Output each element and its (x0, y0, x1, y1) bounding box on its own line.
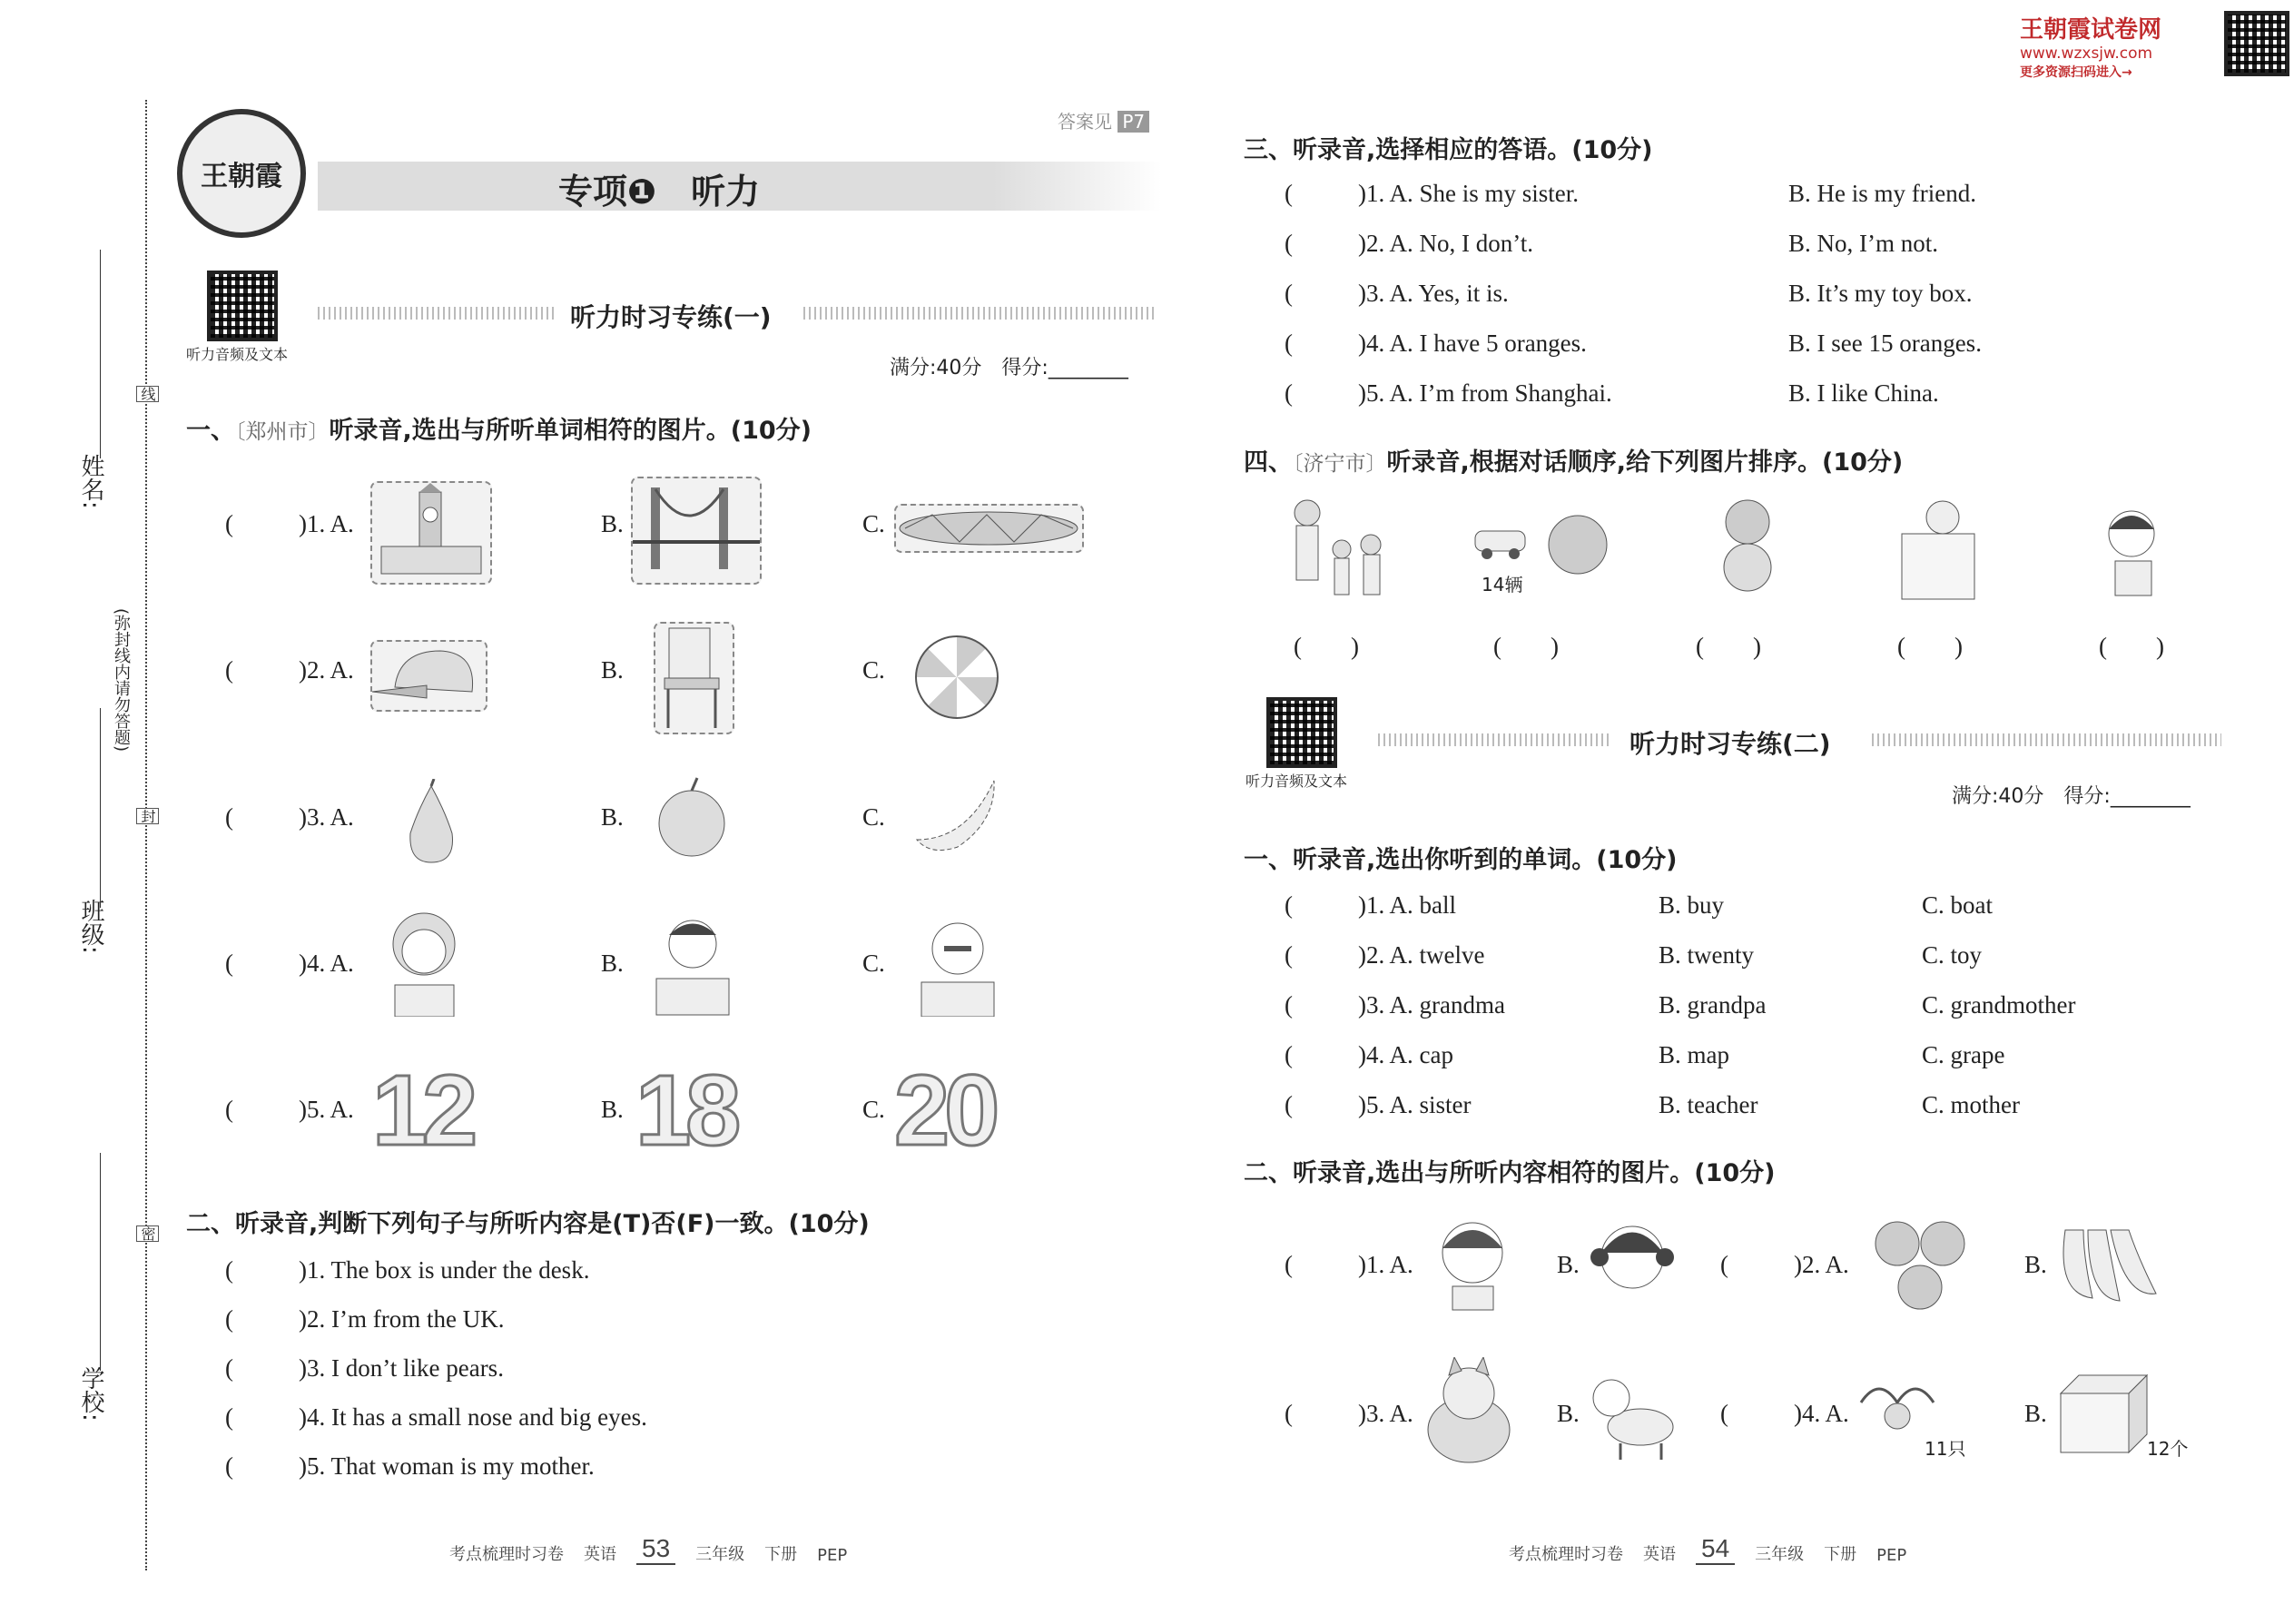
boy-face-picture[interactable] (1430, 1212, 1516, 1312)
apple-picture[interactable] (654, 776, 731, 858)
s1-q4-label: )4. A. (299, 950, 354, 977)
fat-cat-picture[interactable] (1414, 1357, 1523, 1466)
s3-item-1-a: )1. A. She is my sister. (1358, 180, 1580, 207)
footer-edition: PEP (1876, 1546, 1907, 1565)
s3-item-3-a: )3. A. Yes, it is. (1358, 280, 1509, 307)
s2-item-5-text: )5. That woman is my mother. (299, 1452, 595, 1480)
qr-caption-2: 听力音频及文本 (1245, 773, 1348, 790)
footer-volume: 下册 (1824, 1545, 1857, 1564)
box-picture[interactable] (2052, 1371, 2151, 1457)
audio-qr-code-2[interactable] (1266, 697, 1337, 768)
answer-ref-page: P7 (1117, 111, 1149, 133)
logo-badge (177, 109, 306, 238)
s1-q3: ( )3. A. (225, 803, 354, 831)
p1-item-4: ( )4. A. cap (1285, 1041, 1453, 1068)
s2-item-2-text: )2. I’m from the UK. (299, 1305, 505, 1333)
box-count-label: 12个 (2147, 1438, 2189, 1460)
birds-nest-stadium-picture[interactable] (894, 504, 1084, 553)
ball-picture[interactable] (915, 635, 999, 719)
s2-item-2: ( )2. I’m from the UK. (225, 1305, 505, 1333)
p2-q2-b: B. (2024, 1251, 2047, 1278)
big-ben-picture[interactable] (370, 481, 492, 585)
page-title: 专项❶ 听力 (558, 172, 761, 212)
s2-item-1: ( )1. The box is under the desk. (225, 1256, 590, 1284)
birds-picture[interactable] (1852, 1366, 1943, 1443)
logo-text: 王朝霞 (201, 162, 282, 192)
s3-item-1: ( )1. A. She is my sister. (1285, 180, 1580, 207)
audio-qr-code-1[interactable] (207, 271, 278, 341)
golden-gate-bridge-picture[interactable] (631, 477, 762, 585)
s3-item-2-a: )2. A. No, I don’t. (1358, 230, 1533, 257)
p1-item-2-a: )2. A. twelve (1358, 941, 1485, 969)
s3-item-3-b: B. It’s my toy box. (1788, 280, 1973, 307)
s2-item-3: ( )3. I don’t like pears. (225, 1354, 504, 1382)
brand-slogan: 更多资源扫码进入→ (2020, 65, 2132, 80)
s1-q3-c: C. (862, 803, 885, 831)
binding-line (145, 100, 147, 1570)
s1-q1-b: B. (601, 510, 624, 537)
section4-text: 听录音,根据对话顺序,给下列图片排序。(10分) (1386, 448, 1904, 477)
part1-title: 一、听录音,选出你听到的单词。(10分) (1244, 846, 1678, 874)
divider-right-2 (1872, 733, 2221, 746)
ball-in-box-picture[interactable] (1897, 499, 1979, 604)
cat-picture[interactable] (1584, 1362, 1684, 1462)
p1-item-3: ( )3. A. grandma (1285, 991, 1505, 1019)
p1-item-3-c: C. grandmother (1922, 991, 2076, 1019)
p1-item-1-c: C. boat (1922, 891, 1993, 919)
p2-q3-label: )3. A. (1358, 1400, 1413, 1427)
section4-prefix: 四、 (1244, 448, 1293, 477)
p1-item-1-b: B. buy (1659, 891, 1725, 919)
s1-q2: ( )2. A. (225, 656, 354, 684)
banana-picture[interactable] (912, 776, 1003, 853)
cap-picture[interactable] (370, 640, 487, 712)
birds-count-label: 11只 (1925, 1438, 1966, 1460)
pear-picture[interactable] (399, 779, 463, 865)
p2-q1-label: )1. A. (1358, 1251, 1413, 1278)
score-line-1: 满分:40分 得分:________ (890, 357, 1128, 379)
school-line (100, 1153, 101, 1371)
s1-q5-b: B. (601, 1096, 624, 1123)
p1-item-1-a: )1. A. ball (1358, 891, 1456, 919)
section3-title: 三、听录音,选择相应的答语。(10分) (1244, 136, 1653, 164)
p2-q4: ( )4. A. (1720, 1400, 1849, 1427)
s1-q2-label: )2. A. (299, 656, 354, 684)
s3-item-3: ( )3. A. Yes, it is. (1285, 280, 1509, 307)
s1-q4-c: C. (862, 950, 885, 977)
s1-q4-b: B. (601, 950, 624, 977)
footer-subject: 英语 (584, 1545, 616, 1564)
brand-qr-code[interactable] (2224, 11, 2289, 76)
s3-item-2-b: B. No, I’m not. (1788, 230, 1938, 257)
s1-q5: ( )5. A. (225, 1096, 354, 1123)
s3-item-2: ( )2. A. No, I don’t. (1285, 230, 1533, 257)
p1-item-4-c: C. grape (1922, 1041, 2005, 1068)
p2-q3: ( )3. A. (1285, 1400, 1413, 1427)
name-line (100, 250, 101, 458)
line-mark: 线 (136, 386, 159, 402)
page-number: 53 (636, 1534, 675, 1565)
footer-series: 考点梳理时习卷 (1509, 1545, 1623, 1564)
name-label: 姓名: (77, 454, 104, 509)
s3-item-4-a: )4. A. I have 5 oranges. (1358, 330, 1587, 357)
p2-q2: ( )2. A. (1720, 1251, 1849, 1278)
s2-item-3-text: )3. I don’t like pears. (299, 1354, 504, 1382)
section1-text: 听录音,选出与所听单词相符的图片。(10分) (329, 417, 812, 445)
footer-subject: 英语 (1643, 1545, 1676, 1564)
s1-q5-label: )5. A. (299, 1096, 354, 1123)
s1-q3-b: B. (601, 803, 624, 831)
girl-picture[interactable] (2097, 497, 2170, 597)
footer-grade: 三年级 (1755, 1545, 1805, 1564)
part2-title: 二、听录音,选出与所听内容相符的图片。(10分) (1244, 1159, 1776, 1187)
s1-q1: ( )1. A. (225, 510, 354, 537)
class-label: 班级: (77, 899, 104, 954)
class-line (100, 708, 101, 908)
s1-q3-label: )3. A. (299, 803, 354, 831)
seal-notice: (弥封线内请勿答题) (112, 608, 131, 753)
s4-paren-2[interactable]: ( ) (1493, 633, 1559, 660)
s3-item-5-b: B. I like China. (1788, 379, 1939, 407)
s4-paren-4[interactable]: ( ) (1897, 633, 1963, 660)
footer-right (1509, 1534, 1906, 1565)
chair-picture[interactable] (654, 622, 734, 734)
page-number: 54 (1696, 1534, 1735, 1565)
p1-item-4-a: )4. A. cap (1358, 1041, 1453, 1068)
s2-item-4-text: )4. It has a small nose and big eyes. (299, 1403, 647, 1431)
s1-q2-b: B. (601, 656, 624, 684)
p1-item-5-b: B. teacher (1659, 1091, 1758, 1118)
section4-region: 〔济宁市〕 (1293, 452, 1387, 476)
s1-q5-c: C. (862, 1096, 885, 1123)
p1-item-5: ( )5. A. sister (1285, 1091, 1472, 1118)
seal-mark: 封 (136, 808, 159, 824)
section1-region: 〔郑州市〕 (235, 420, 330, 444)
divider-right-1 (803, 307, 1157, 320)
s2-item-4: ( )4. It has a small nose and big eyes. (225, 1403, 647, 1431)
p1-item-3-a: )3. A. grandma (1358, 991, 1505, 1019)
p1-item-2-b: B. twenty (1659, 941, 1754, 969)
bananas-picture[interactable] (2056, 1221, 2174, 1307)
p2-q3-b: B. (1557, 1400, 1580, 1427)
brand-url[interactable]: www.wzxsjw.com (2020, 44, 2153, 63)
girl-face-picture[interactable] (1587, 1212, 1678, 1316)
school-label: 学校: (77, 1366, 104, 1422)
s3-item-5: ( )5. A. I’m from Shanghai. (1285, 379, 1612, 407)
footer-volume: 下册 (764, 1545, 798, 1564)
practice-title-2: 听力时习专练(二) (1629, 729, 1831, 759)
grandma-picture[interactable] (381, 908, 468, 1017)
p2-q2-label: )2. A. (1794, 1251, 1849, 1278)
divider-left-2 (1378, 733, 1610, 746)
brand-name: 王朝霞试卷网 (2020, 16, 2162, 44)
p2-q1: ( )1. A. (1285, 1251, 1413, 1278)
section1-prefix: 一、 (186, 417, 235, 445)
p1-item-3-b: B. grandpa (1659, 991, 1767, 1019)
s3-item-5-a: )5. A. I’m from Shanghai. (1358, 379, 1612, 407)
grandpa-picture[interactable] (908, 908, 1008, 1017)
p1-item-4-b: B. map (1659, 1041, 1729, 1068)
car-count-label: 14辆 (1482, 574, 1523, 595)
family-walking-picture[interactable] (1280, 495, 1398, 604)
p2-q4-b: B. (2024, 1400, 2047, 1427)
oranges-picture[interactable] (1870, 1216, 1970, 1316)
s1-q1-c: C. (862, 510, 885, 537)
footer-grade: 三年级 (695, 1545, 745, 1564)
brand-block (2020, 11, 2256, 81)
monkey-picture[interactable] (1707, 495, 1788, 595)
s4-paren-1[interactable]: ( ) (1294, 633, 1359, 660)
p2-q4-label: )4. A. (1794, 1400, 1849, 1427)
s2-item-1-text: )1. The box is under the desk. (299, 1256, 590, 1284)
s4-paren-3[interactable]: ( ) (1696, 633, 1761, 660)
secret-mark: 密 (136, 1225, 159, 1242)
number-12-picture[interactable]: 12 (372, 1055, 473, 1166)
number-20-picture[interactable]: 20 (894, 1055, 995, 1166)
p1-item-1: ( )1. A. ball (1285, 891, 1456, 919)
divider-left-1 (318, 307, 554, 320)
answer-ref (1058, 107, 1149, 133)
number-18-picture[interactable]: 18 (635, 1055, 736, 1166)
footer-left (449, 1534, 847, 1565)
section4-title (1244, 442, 1903, 477)
footer-edition: PEP (817, 1546, 848, 1565)
section2-title: 二、听录音,判断下列句子与所听内容是(T)否(F)一致。(10分) (186, 1210, 870, 1238)
p1-item-2-c: C. toy (1922, 941, 1983, 969)
footer-series: 考点梳理时习卷 (449, 1545, 564, 1564)
section1-title (186, 410, 812, 446)
father-picture[interactable] (643, 908, 743, 1017)
answer-ref-label: 答案见 (1058, 111, 1112, 133)
p1-item-5-a: )5. A. sister (1358, 1091, 1472, 1118)
p1-item-5-c: C. mother (1922, 1091, 2020, 1118)
practice-title-1: 听力时习专练(一) (570, 302, 772, 332)
s2-item-5: ( )5. That woman is my mother. (225, 1452, 595, 1480)
s1-q1-label: )1. A. (299, 510, 354, 537)
p1-item-2: ( )2. A. twelve (1285, 941, 1485, 969)
qr-caption-1: 听力音频及文本 (186, 346, 289, 363)
s1-q4: ( )4. A. (225, 950, 354, 977)
score-line-2: 满分:40分 得分:________ (1952, 785, 2191, 808)
s1-q2-c: C. (862, 656, 885, 684)
s4-paren-5[interactable]: ( ) (2099, 633, 2164, 660)
s3-item-4: ( )4. A. I have 5 oranges. (1285, 330, 1587, 357)
s3-item-4-b: B. I see 15 oranges. (1788, 330, 1982, 357)
s3-item-1-b: B. He is my friend. (1788, 180, 1976, 207)
p2-q1-b: B. (1557, 1251, 1580, 1278)
